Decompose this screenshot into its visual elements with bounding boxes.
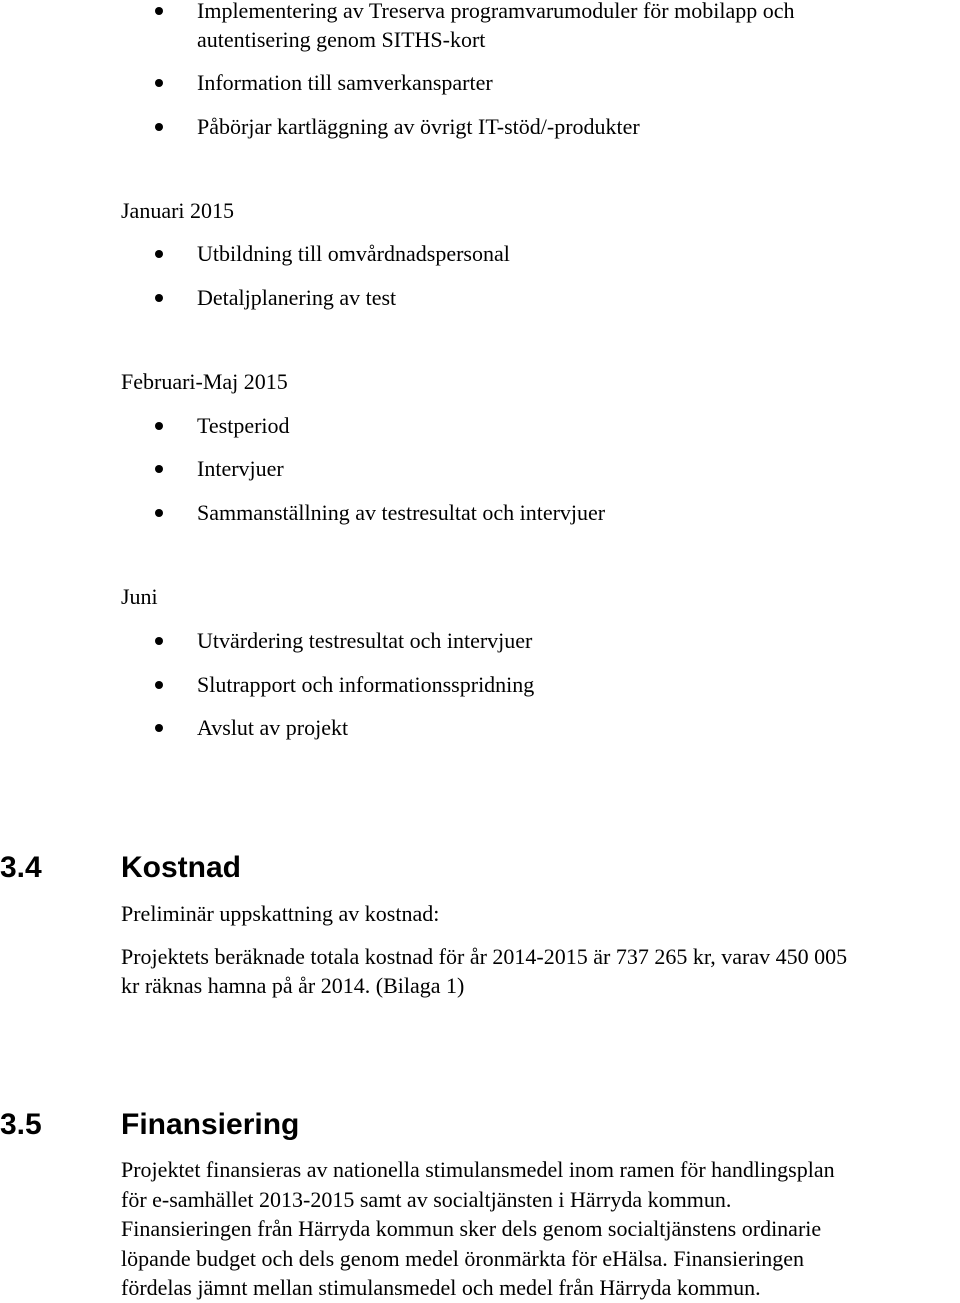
- finansiering-paragraph-line: fördelas jämnt mellan stimulansmedel och medel från Härryda kommun.: [121, 1275, 761, 1300]
- finansiering-paragraph-line: Finansieringen från Härryda kommun sker dels genom socialtjänstens ordinarie: [121, 1216, 822, 1241]
- bullet-icon: [155, 79, 163, 87]
- period-label-june: Juni: [121, 584, 158, 609]
- bullet-icon: [155, 422, 163, 430]
- bullet-icon: [155, 637, 163, 645]
- bullet-text: autentisering genom SITHS-kort: [197, 27, 486, 52]
- bullet-icon: [155, 724, 163, 732]
- bullet-text: Sammanställning av testresultat och intervjuer: [197, 500, 606, 525]
- kostnad-subtitle: Preliminär uppskattning av kostnad:: [121, 901, 440, 926]
- bullet-text: Testperiod: [197, 413, 290, 438]
- finansiering-paragraph-line: Projektet finansieras av nationella stimulansmedel inom ramen för handlingsplan: [121, 1157, 835, 1182]
- bullet-text: Avslut av projekt: [197, 715, 349, 740]
- bullet-text: Information till samverkansparter: [197, 70, 493, 95]
- period-label-january: Januari 2015: [121, 198, 235, 223]
- bullet-icon: [155, 681, 163, 689]
- section-number: 3.5: [0, 1108, 42, 1141]
- period-label-february-may: Februari-Maj 2015: [121, 369, 288, 394]
- bullet-icon: [155, 7, 163, 15]
- kostnad-paragraph-line: Projektets beräknade totala kostnad för år 2014-2015 är 737 265 kr, varav 450 005: [121, 944, 848, 969]
- bullet-text: Slutrapport och informationsspridning: [197, 672, 535, 697]
- bullet-text: Utvärdering testresultat och intervjuer: [197, 628, 533, 653]
- bullet-icon: [155, 465, 163, 473]
- kostnad-paragraph-line: kr räknas hamna på år 2014. (Bilaga 1): [121, 973, 465, 998]
- bullet-text: Intervjuer: [197, 456, 284, 481]
- bullet-icon: [155, 294, 163, 302]
- section-title: Kostnad: [121, 851, 241, 884]
- bullet-text: Utbildning till omvårdnadspersonal: [197, 241, 510, 266]
- bullet-icon: [155, 250, 163, 258]
- finansiering-paragraph-line: löpande budget och dels genom medel öronmärkta för eHälsa. Finansieringen: [121, 1246, 805, 1271]
- section-title: Finansiering: [121, 1108, 300, 1141]
- bullet-text: Detaljplanering av test: [197, 285, 397, 310]
- bullet-text: Implementering av Treserva programvarumoduler för mobilapp och: [197, 0, 795, 23]
- finansiering-paragraph-line: för e-samhället 2013-2015 samt av socialtjänsten i Härryda kommun.: [121, 1187, 732, 1212]
- bullet-icon: [155, 509, 163, 517]
- bullet-icon: [155, 123, 163, 131]
- section-number: 3.4: [0, 851, 42, 884]
- bullet-text: Påbörjar kartläggning av övrigt IT-stöd/-produkter: [197, 114, 640, 139]
